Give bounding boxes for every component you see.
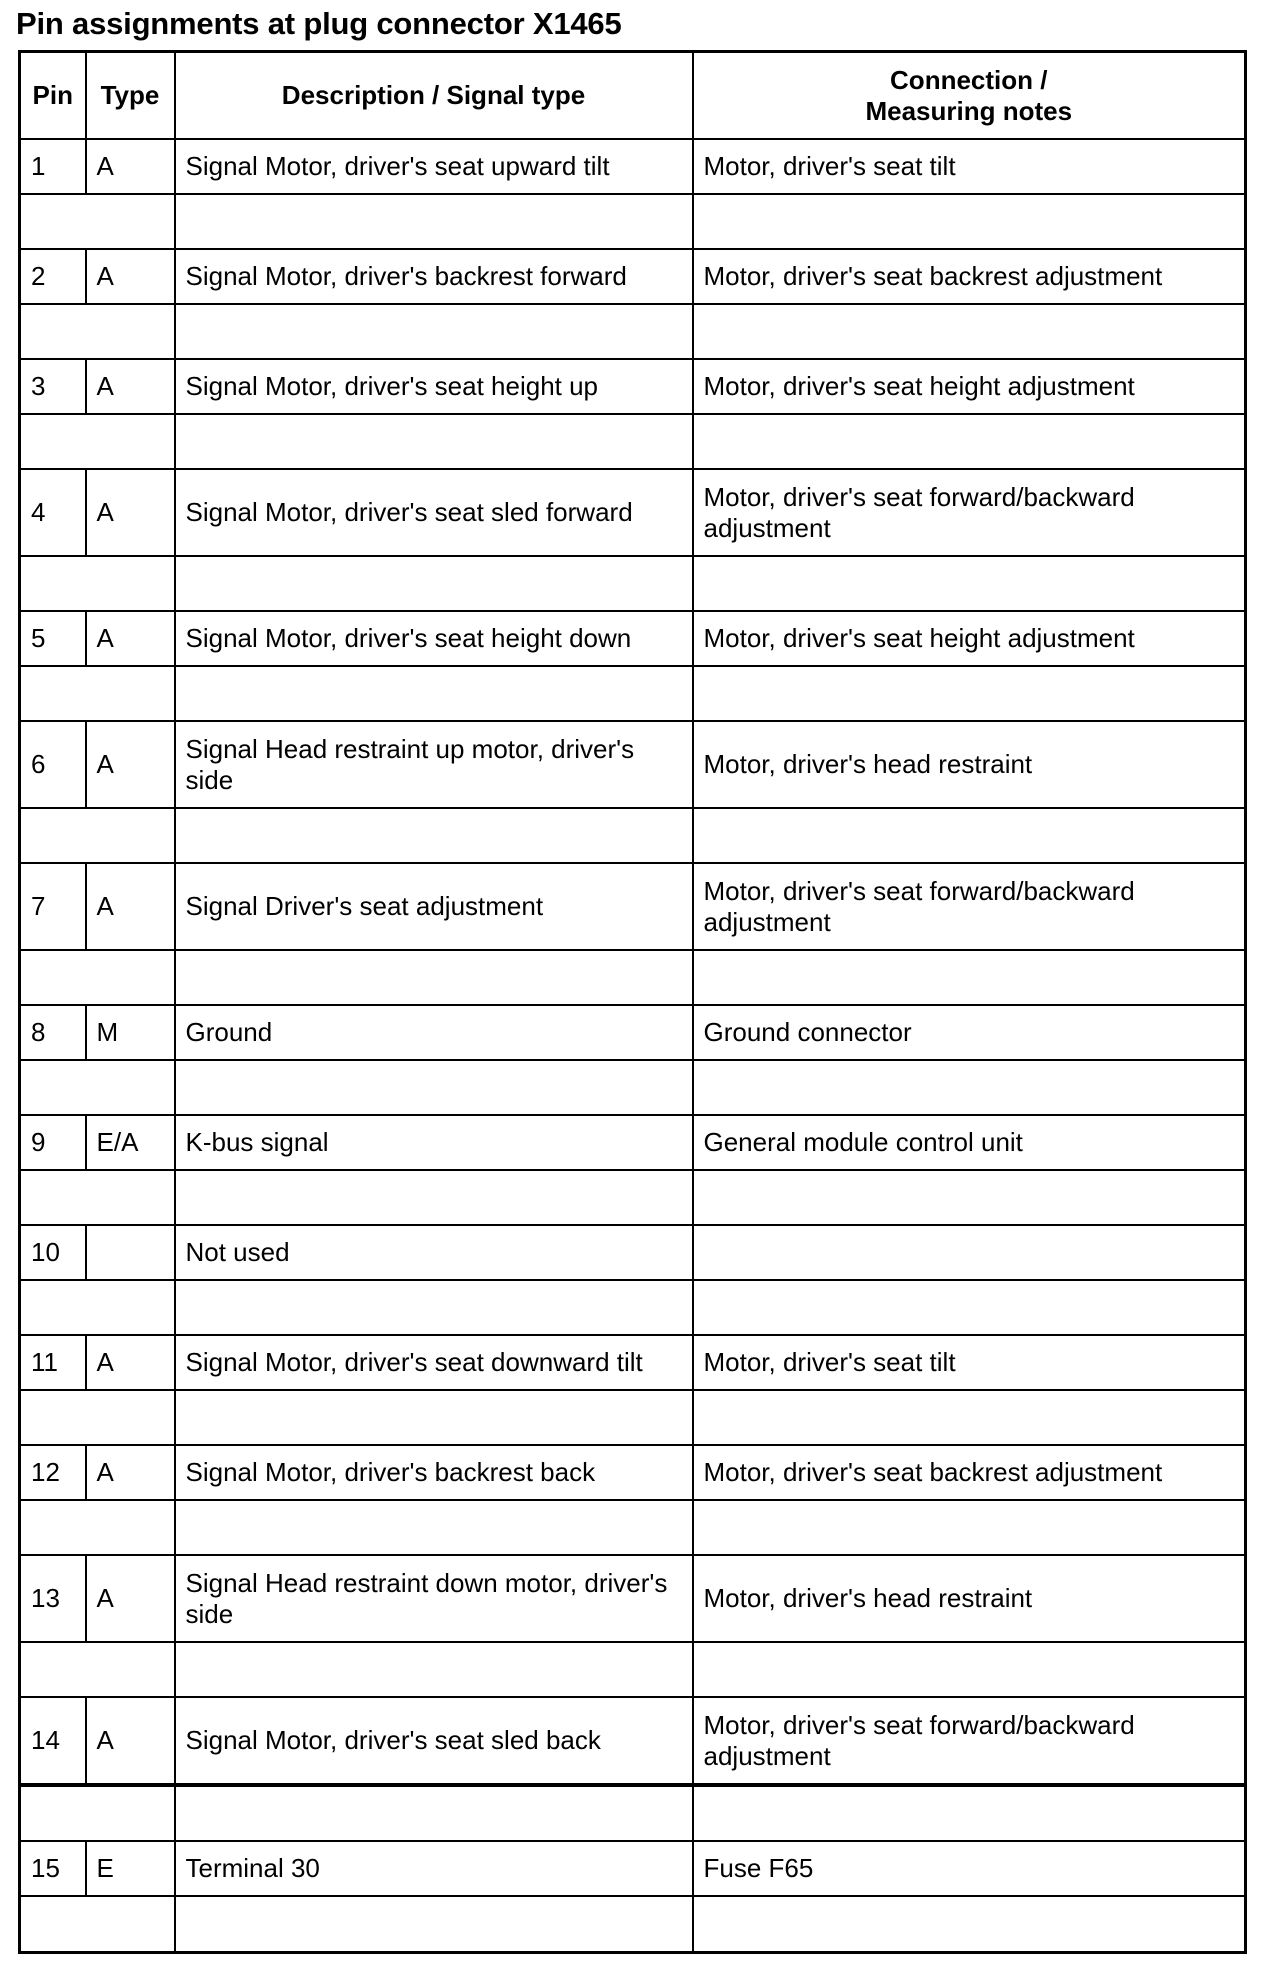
spacer-cell bbox=[20, 1390, 175, 1445]
type-cell: A bbox=[86, 469, 175, 556]
table-row bbox=[20, 1335, 1246, 1390]
description-cell: Signal Driver's seat adjustment bbox=[175, 863, 693, 950]
connection-cell: Motor, driver's seat forward/backward adjustment bbox=[693, 469, 1246, 556]
connection-cell: Motor, driver's seat height adjustment bbox=[693, 359, 1246, 414]
spacer-cell bbox=[20, 556, 175, 611]
spacer-row bbox=[20, 194, 1246, 249]
type-cell: A bbox=[86, 139, 175, 194]
pin-cell: 7 bbox=[20, 863, 86, 950]
pin-cell: 4 bbox=[20, 469, 86, 556]
type-cell: E bbox=[86, 1841, 175, 1896]
description-cell: Signal Motor, driver's seat sled back bbox=[175, 1697, 693, 1785]
type-cell: A bbox=[86, 1697, 175, 1785]
table-row bbox=[20, 469, 1246, 556]
type-cell: A bbox=[86, 863, 175, 950]
pin-cell: 12 bbox=[20, 1445, 86, 1500]
spacer-row bbox=[20, 1280, 1246, 1335]
spacer-cell bbox=[20, 808, 175, 863]
spacer-cell bbox=[693, 556, 1246, 611]
pin-cell: 8 bbox=[20, 1005, 86, 1060]
description-cell: Signal Motor, driver's backrest back bbox=[175, 1445, 693, 1500]
pin-cell: 11 bbox=[20, 1335, 86, 1390]
pin-cell: 2 bbox=[20, 249, 86, 304]
type-cell: A bbox=[86, 1555, 175, 1642]
spacer-cell bbox=[20, 414, 175, 469]
type-cell: M bbox=[86, 1005, 175, 1060]
description-cell: Signal Head restraint up motor, driver's side bbox=[175, 721, 693, 808]
table-row bbox=[20, 1115, 1246, 1170]
spacer-cell bbox=[20, 666, 175, 721]
description-cell: Signal Motor, driver's seat sled forward bbox=[175, 469, 693, 556]
spacer-row bbox=[20, 556, 1246, 611]
spacer-row bbox=[20, 1500, 1246, 1555]
connection-cell: Motor, driver's seat tilt bbox=[693, 139, 1246, 194]
spacer-row bbox=[20, 1170, 1246, 1225]
spacer-row bbox=[20, 1785, 1246, 1841]
spacer-cell bbox=[175, 1896, 693, 1953]
spacer-cell bbox=[175, 1390, 693, 1445]
connection-cell: Motor, driver's seat forward/backward adjustment bbox=[693, 1697, 1246, 1785]
description-cell: Not used bbox=[175, 1225, 693, 1280]
spacer-cell bbox=[175, 556, 693, 611]
pin-cell: 10 bbox=[20, 1225, 86, 1280]
connection-cell: Motor, driver's head restraint bbox=[693, 1555, 1246, 1642]
table-row bbox=[20, 139, 1246, 194]
header-description: Description / Signal type bbox=[175, 52, 693, 140]
spacer-cell bbox=[175, 304, 693, 359]
page-title: Pin assignments at plug connector X1465 bbox=[16, 6, 622, 41]
header-connection-line2: Measuring notes bbox=[865, 95, 1073, 126]
spacer-cell bbox=[20, 950, 175, 1005]
spacer-cell bbox=[693, 1060, 1246, 1115]
description-cell: Signal Motor, driver's backrest forward bbox=[175, 249, 693, 304]
pin-cell: 15 bbox=[20, 1841, 86, 1896]
pin-cell: 3 bbox=[20, 359, 86, 414]
spacer-cell bbox=[20, 1500, 175, 1555]
type-cell: A bbox=[86, 611, 175, 666]
spacer-row bbox=[20, 666, 1246, 721]
spacer-cell bbox=[693, 808, 1246, 863]
spacer-cell bbox=[175, 808, 693, 863]
table-body bbox=[20, 139, 1246, 1953]
description-cell: Ground bbox=[175, 1005, 693, 1060]
spacer-cell bbox=[175, 1785, 693, 1841]
pin-cell: 1 bbox=[20, 139, 86, 194]
spacer-cell bbox=[693, 194, 1246, 249]
type-cell: A bbox=[86, 721, 175, 808]
spacer-cell bbox=[20, 304, 175, 359]
spacer-cell bbox=[175, 950, 693, 1005]
table-row bbox=[20, 611, 1246, 666]
header-type: Type bbox=[86, 52, 175, 140]
spacer-cell bbox=[175, 666, 693, 721]
description-cell: Signal Motor, driver's seat height up bbox=[175, 359, 693, 414]
table-row bbox=[20, 1697, 1246, 1785]
spacer-row bbox=[20, 414, 1246, 469]
table-row bbox=[20, 1841, 1246, 1896]
spacer-cell bbox=[175, 1500, 693, 1555]
spacer-cell bbox=[693, 304, 1246, 359]
table-row bbox=[20, 721, 1246, 808]
spacer-cell bbox=[693, 1170, 1246, 1225]
type-cell: E/A bbox=[86, 1115, 175, 1170]
table-row bbox=[20, 1005, 1246, 1060]
spacer-cell bbox=[20, 1642, 175, 1697]
pin-cell: 9 bbox=[20, 1115, 86, 1170]
connection-cell: Fuse F65 bbox=[693, 1841, 1246, 1896]
spacer-row bbox=[20, 304, 1246, 359]
spacer-cell bbox=[693, 1785, 1246, 1841]
type-cell: A bbox=[86, 1335, 175, 1390]
header-connection-line1: Connection / bbox=[890, 64, 1048, 95]
spacer-row bbox=[20, 1390, 1246, 1445]
connection-cell: Ground connector bbox=[693, 1005, 1246, 1060]
spacer-cell bbox=[693, 1642, 1246, 1697]
header-pin: Pin bbox=[20, 52, 86, 140]
header-connection bbox=[693, 52, 1246, 140]
spacer-cell bbox=[693, 1896, 1246, 1953]
table-row bbox=[20, 863, 1246, 950]
pin-cell: 5 bbox=[20, 611, 86, 666]
spacer-cell bbox=[693, 1280, 1246, 1335]
spacer-row bbox=[20, 1642, 1246, 1697]
connection-cell: Motor, driver's head restraint bbox=[693, 721, 1246, 808]
description-cell: Signal Head restraint down motor, driver's side bbox=[175, 1555, 693, 1642]
spacer-row bbox=[20, 950, 1246, 1005]
spacer-cell bbox=[693, 950, 1246, 1005]
connection-cell: Motor, driver's seat height adjustment bbox=[693, 611, 1246, 666]
spacer-cell bbox=[175, 1060, 693, 1115]
connection-cell: General module control unit bbox=[693, 1115, 1246, 1170]
spacer-row bbox=[20, 808, 1246, 863]
type-cell: A bbox=[86, 359, 175, 414]
table-row bbox=[20, 1555, 1246, 1642]
spacer-cell bbox=[175, 414, 693, 469]
spacer-cell bbox=[175, 1280, 693, 1335]
spacer-cell bbox=[693, 666, 1246, 721]
spacer-cell bbox=[693, 1390, 1246, 1445]
table-row bbox=[20, 1445, 1246, 1500]
table-row bbox=[20, 359, 1246, 414]
spacer-cell bbox=[693, 414, 1246, 469]
spacer-cell bbox=[20, 194, 175, 249]
spacer-cell bbox=[20, 1785, 175, 1841]
type-cell: A bbox=[86, 1445, 175, 1500]
connection-cell: Motor, driver's seat tilt bbox=[693, 1335, 1246, 1390]
spacer-cell bbox=[20, 1280, 175, 1335]
spacer-cell bbox=[693, 1500, 1246, 1555]
spacer-cell bbox=[20, 1896, 175, 1953]
pin-cell: 13 bbox=[20, 1555, 86, 1642]
table-row bbox=[20, 249, 1246, 304]
spacer-cell bbox=[175, 194, 693, 249]
connection-cell bbox=[693, 1225, 1246, 1280]
connection-cell: Motor, driver's seat forward/backward adjustment bbox=[693, 863, 1246, 950]
pin-cell: 6 bbox=[20, 721, 86, 808]
description-cell: Terminal 30 bbox=[175, 1841, 693, 1896]
pin-assignment-table bbox=[18, 50, 1247, 1954]
pin-cell: 14 bbox=[20, 1697, 86, 1785]
description-cell: Signal Motor, driver's seat downward tilt bbox=[175, 1335, 693, 1390]
spacer-row bbox=[20, 1896, 1246, 1953]
spacer-row bbox=[20, 1060, 1246, 1115]
spacer-cell bbox=[175, 1170, 693, 1225]
table-header-row bbox=[20, 52, 1246, 140]
description-cell: Signal Motor, driver's seat height down bbox=[175, 611, 693, 666]
type-cell: A bbox=[86, 249, 175, 304]
description-cell: Signal Motor, driver's seat upward tilt bbox=[175, 139, 693, 194]
description-cell: K-bus signal bbox=[175, 1115, 693, 1170]
spacer-cell bbox=[175, 1642, 693, 1697]
connection-cell: Motor, driver's seat backrest adjustment bbox=[693, 1445, 1246, 1500]
connection-cell: Motor, driver's seat backrest adjustment bbox=[693, 249, 1246, 304]
spacer-cell bbox=[20, 1170, 175, 1225]
spacer-cell bbox=[20, 1060, 175, 1115]
table-row bbox=[20, 1225, 1246, 1280]
type-cell bbox=[86, 1225, 175, 1280]
